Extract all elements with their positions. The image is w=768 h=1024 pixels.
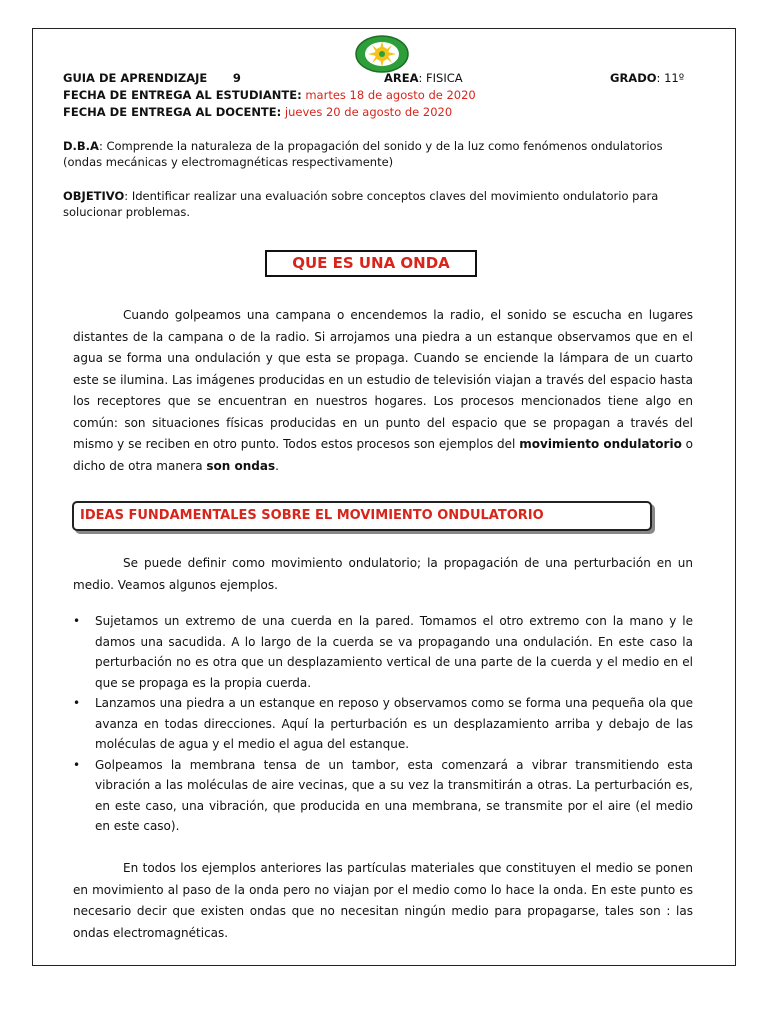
bullet-icon: • [73,757,81,772]
list-item [73,693,693,755]
section-title-ideas-box [72,501,652,531]
grado-field: GRADO: 11º [610,71,685,85]
closing-paragraph: En todos los ejemplos anteriores las partículas materiales que constituyen el medio se ponen en movimiento al paso de la onda pero no viajan por el medio como lo hace la onda. En este punto es necesario decir que existen ondas que no necesitan ningún medio para propagarse, tales son : las ondas electromagnéticas. [73,861,693,940]
area-field: AREA: FISICA [384,71,463,85]
school-logo [354,34,410,74]
bullet-icon: • [73,696,81,710]
list-item [73,755,693,837]
header-row-1 [63,70,241,86]
guia-number: 9 [232,71,241,85]
section1-text: Cuando golpeamos una campana o encendemos la radio, el sonido se escucha en lugares distantes de la campana o de la radio. Si arrojamos una piedra a un estanque observamos que en el agua se forma una ondulación y que esta se propaga. Cuando se enciende la lámpara de un cuarto este se ilumina. Las imágenes producidas en un estudio de televisión viajan a través del espacio hasta los receptores que se encuentran en nuestros hogares. Los procesos mencionados tiene algo en común: son situaciones físicas producidas en un punto del espacio que se propagan a través del mismo y se reciben en otro punto. Todos estos procesos son ejemplos del [73,308,693,451]
fecha-estudiante: FECHA DE ENTREGA AL ESTUDIANTE: martes 18 de agosto de 2020 [63,88,476,102]
area-value: FISICA [426,71,463,85]
objetivo-label: OBJETIVO [63,189,125,203]
section1-text-end: . [275,458,279,473]
grado-value: 11º [664,71,685,85]
dba-paragraph: D.B.A: Comprende la naturaleza de la propagación del sonido y de la luz como fenómenos ondulatorios (ondas mecánicas y electromagnéticas respectivamente) [63,139,663,169]
dba-text: Comprende la naturaleza de la propagación del sonido y de la luz como fenómenos ondulatorios (ondas mecánicas y electromagnéticas respectivamente) [63,139,663,169]
list-item [73,611,693,693]
fecha-estudiante-value: martes 18 de agosto de 2020 [305,88,476,102]
section1-bold-2: son ondas [206,458,276,473]
fecha-docente-value: jueves 20 de agosto de 2020 [284,105,453,119]
area-label: AREA [384,71,419,85]
section1-paragraph [73,305,693,477]
section2-intro: Se puede definir como movimiento ondulatorio; la propagación de una perturbación en un medio. Veamos algunos ejemplos. [73,556,693,592]
section1-text-mid: o dicho de otra manera [73,437,693,473]
dba-label: D.B.A [63,139,99,153]
fecha-docente-label: FECHA DE ENTREGA AL DOCENTE [63,105,277,119]
section-title-ideas: IDEAS FUNDAMENTALES SOBRE EL MOVIMIENTO ONDULATORIO [80,508,544,523]
section-title-que-es-una-onda: QUE ES UNA ONDA [265,250,477,277]
list-item-text: Lanzamos una piedra a un estanque en reposo y observamos como se forma una pequeña ola que avanza en todas direcciones. Aquí la perturbación es un desplazamiento arriba y debajo de las moléculas de agua y el medio el agua del estanque. [95,696,693,751]
objetivo-text: Identificar realizar una evaluación sobre conceptos claves del movimiento ondulatorio para solucionar problemas. [63,189,659,219]
list-item-text: Sujetamos un extremo de una cuerda en la pared. Tomamos el otro extremo con la mano y le damos una sacudida. A lo largo de la cuerda se va propagando una ondulación. En este caso la perturbación no es otra que un desplazamiento vertical de una parte de la cuerda y el medio en el que se propaga es la propia cuerda. [95,614,693,690]
fecha-docente: FECHA DE ENTREGA AL DOCENTE: jueves 20 de agosto de 2020 [63,105,453,119]
section1-bold-1: movimiento ondulatorio [519,437,682,451]
fecha-estudiante-label: FECHA DE ENTREGA AL ESTUDIANTE [63,88,298,102]
objetivo-paragraph: OBJETIVO: Identificar realizar una evaluación sobre conceptos claves del movimiento ondulatorio para solucionar problemas. [63,189,659,219]
list-item-text: Golpeamos la membrana tensa de un tambor, esta comenzará a vibrar transmitiendo esta vibración a las moléculas de aire vecinas, que a su vez la transmitirán a otras. La perturbación es, en este caso, una vibración, que producida en una membrana, se transmite por el aire (el medio en este caso). [95,757,693,833]
bullet-icon: • [73,614,81,628]
guia-label: GUIA DE APRENDIZAJE [63,71,208,85]
grado-label: GRADO [610,71,657,85]
examples-list [73,611,693,837]
